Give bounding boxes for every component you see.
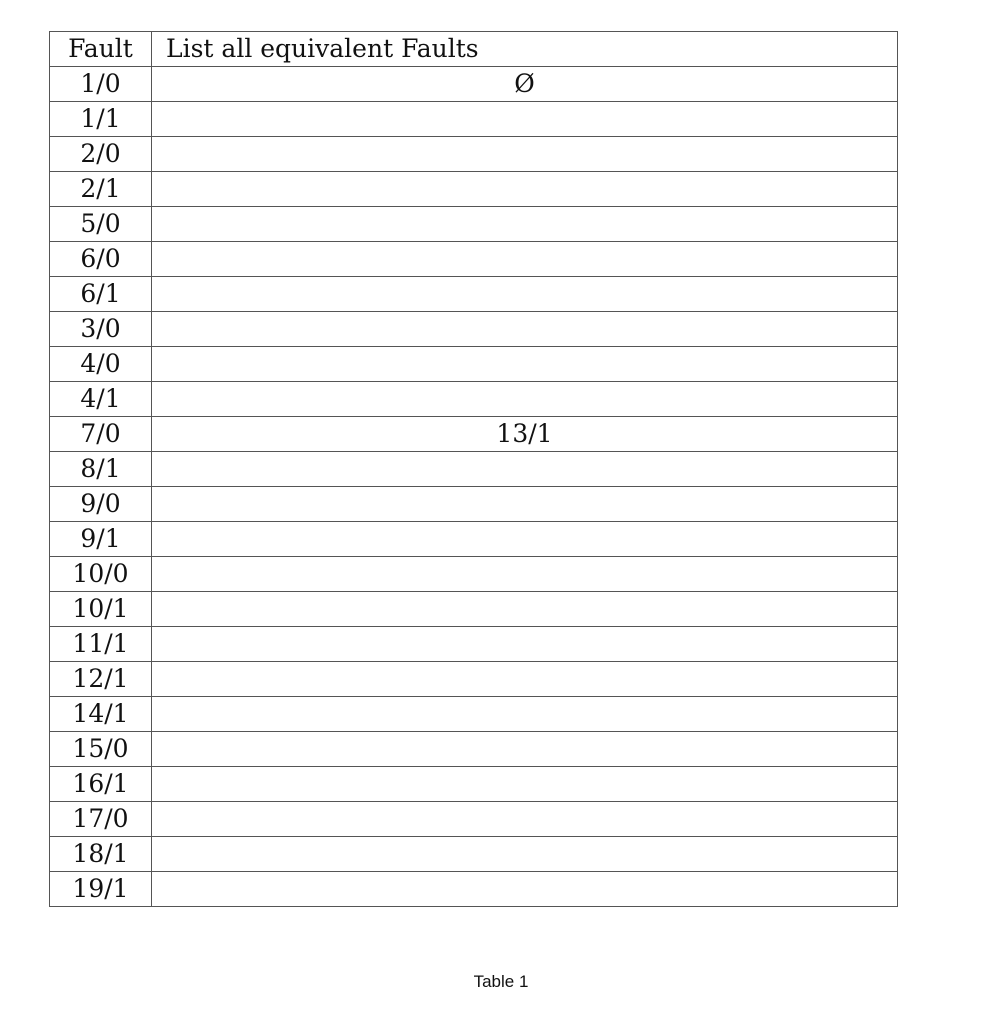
equivalent-faults-cell[interactable] [152, 312, 898, 347]
table-row [50, 277, 898, 312]
table-caption: Table 1 [473, 972, 529, 991]
table-row [50, 732, 898, 767]
equivalent-faults-cell[interactable] [152, 487, 898, 522]
fault-cell: 17/0 [50, 802, 152, 837]
fault-cell: 9/1 [50, 522, 152, 557]
fault-cell: 7/0 [50, 417, 152, 452]
table-row [50, 102, 898, 137]
equivalent-faults-cell[interactable]: Ø [152, 67, 898, 102]
table-row [50, 522, 898, 557]
equivalent-faults-cell[interactable] [152, 452, 898, 487]
equivalent-faults-cell[interactable] [152, 662, 898, 697]
fault-cell: 6/0 [50, 242, 152, 277]
table-row [50, 802, 898, 837]
equivalent-faults-cell[interactable] [152, 627, 898, 662]
table-row [50, 382, 898, 417]
table-row [50, 487, 898, 522]
fault-rows [50, 67, 898, 907]
fault-cell: 2/1 [50, 172, 152, 207]
fault-cell: 9/0 [50, 487, 152, 522]
fault-table [49, 31, 898, 907]
fault-cell: 14/1 [50, 697, 152, 732]
table-row [50, 67, 898, 102]
equivalent-faults-cell[interactable] [152, 767, 898, 802]
table-row [50, 837, 898, 872]
table-row [50, 627, 898, 662]
equivalent-faults-cell[interactable] [152, 347, 898, 382]
fault-cell: 11/1 [50, 627, 152, 662]
fault-cell: 12/1 [50, 662, 152, 697]
equivalent-faults-cell[interactable]: 13/1 [152, 417, 898, 452]
fault-cell: 4/1 [50, 382, 152, 417]
table-row [50, 767, 898, 802]
equivalent-faults-cell[interactable] [152, 697, 898, 732]
equivalent-faults-cell[interactable] [152, 207, 898, 242]
equivalent-faults-cell[interactable] [152, 872, 898, 907]
equivalent-faults-cell[interactable] [152, 242, 898, 277]
fault-cell: 8/1 [50, 452, 152, 487]
equivalent-faults-cell[interactable] [152, 732, 898, 767]
table-row [50, 207, 898, 242]
equivalent-faults-cell[interactable] [152, 837, 898, 872]
table-row [50, 557, 898, 592]
equivalent-faults-cell[interactable] [152, 102, 898, 137]
fault-cell: 15/0 [50, 732, 152, 767]
table-row [50, 872, 898, 907]
fault-cell: 10/0 [50, 557, 152, 592]
fault-cell: 6/1 [50, 277, 152, 312]
header-row [50, 32, 898, 67]
table-row [50, 347, 898, 382]
equivalent-faults-cell[interactable] [152, 277, 898, 312]
equivalent-faults-cell[interactable] [152, 522, 898, 557]
fault-cell: 2/0 [50, 137, 152, 172]
fault-cell: 10/1 [50, 592, 152, 627]
header-fault: Fault [50, 32, 152, 67]
table-row [50, 452, 898, 487]
equivalent-faults-cell[interactable] [152, 802, 898, 837]
table-row [50, 697, 898, 732]
fault-cell: 3/0 [50, 312, 152, 347]
table-row [50, 312, 898, 347]
table-row [50, 172, 898, 207]
fault-cell: 1/1 [50, 102, 152, 137]
table-row [50, 242, 898, 277]
fault-cell: 4/0 [50, 347, 152, 382]
table-row [50, 662, 898, 697]
header-equivalent-faults: List all equivalent Faults [152, 32, 898, 67]
fault-cell: 5/0 [50, 207, 152, 242]
fault-cell: 1/0 [50, 67, 152, 102]
table-row [50, 137, 898, 172]
table-row [50, 592, 898, 627]
equivalent-faults-cell[interactable] [152, 592, 898, 627]
equivalent-faults-cell[interactable] [152, 137, 898, 172]
equivalent-faults-cell[interactable] [152, 557, 898, 592]
equivalent-faults-cell[interactable] [152, 172, 898, 207]
equivalent-faults-cell[interactable] [152, 382, 898, 417]
fault-cell: 16/1 [50, 767, 152, 802]
fault-cell: 18/1 [50, 837, 152, 872]
fault-cell: 19/1 [50, 872, 152, 907]
table-row [50, 417, 898, 452]
